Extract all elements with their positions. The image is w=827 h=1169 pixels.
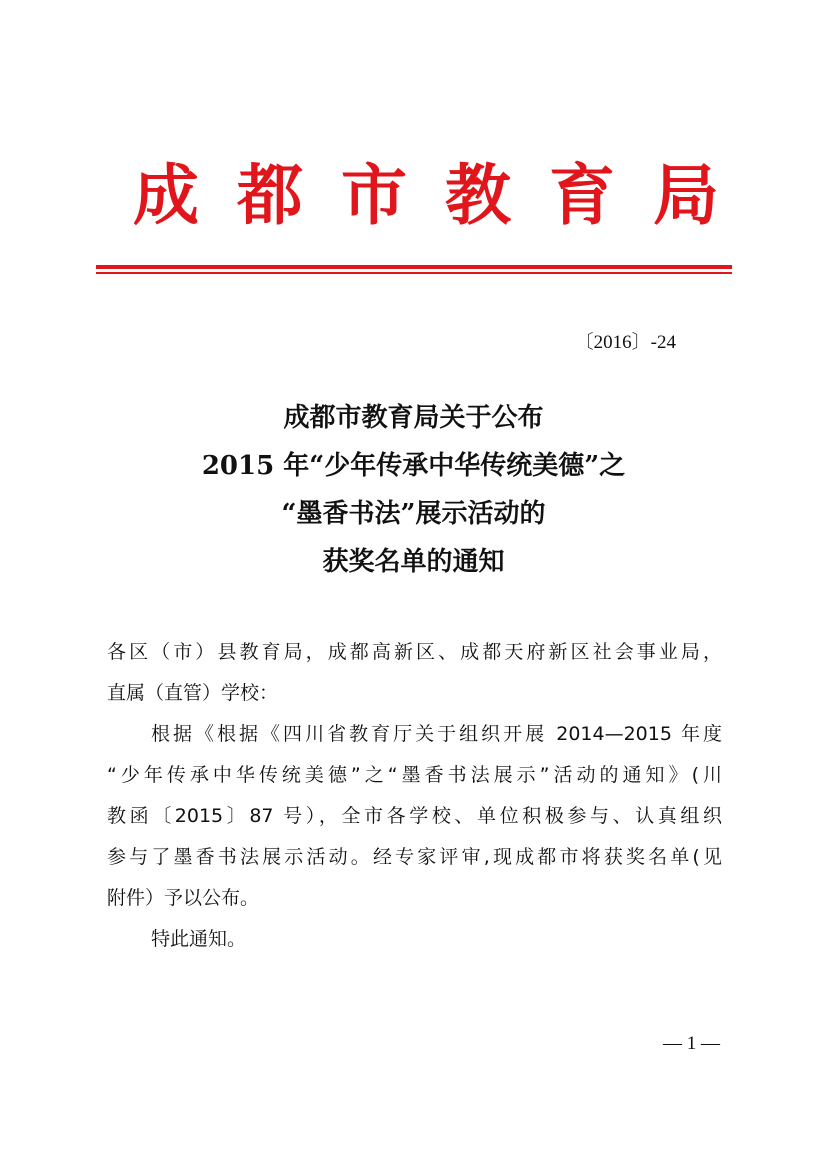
recipients-line: 各区（市）县教育局，成都高新区、成都天府新区社会事业局， [107, 641, 722, 663]
body-paragraph-line: 教函〔2015〕87 号），全市各学校、单位积极参与、认真组织 [107, 805, 722, 827]
body-paragraph-line: 根据《根据《四川省教育厅关于组织开展 2014—2015 年度 [151, 723, 722, 745]
issuing-authority-header: 成都市教育局 [133, 156, 757, 234]
body-paragraph-line: “少年传承中华传统美德”之“墨香书法展示”活动的通知》(川 [107, 764, 722, 786]
title-line: “墨香书法”展示活动的 [281, 499, 546, 529]
title-line: 成都市教育局关于公布 [283, 403, 544, 433]
document-number: 〔2016〕-24 [574, 332, 676, 353]
recipients-line: 直属（直管）学校： [107, 682, 279, 704]
header-rule-thin [96, 272, 732, 274]
body-paragraph-line: 参与了墨香书法展示活动。经专家评审,现成都市将获奖名单(见 [107, 846, 722, 868]
document-body [107, 632, 722, 960]
body-paragraph-line: 附件）予以公布。 [107, 887, 260, 909]
header-rule-thick [96, 265, 732, 269]
title-line: 2015 年“少年传承中华传统美德”之 [201, 451, 626, 481]
document-title [95, 394, 732, 586]
page-number: — 1 — [663, 1033, 720, 1054]
closing-line: 特此通知。 [151, 928, 247, 950]
title-line: 获奖名单的通知 [322, 547, 505, 577]
